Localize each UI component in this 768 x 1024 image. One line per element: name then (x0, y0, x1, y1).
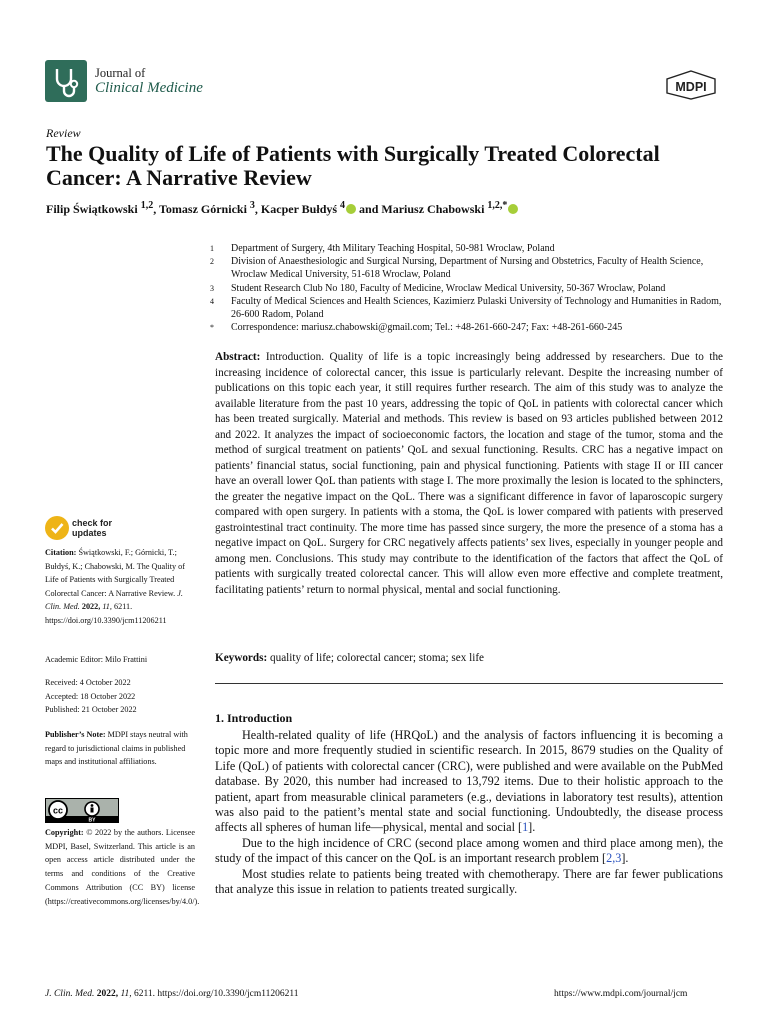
affiliation-item (210, 242, 730, 255)
correspondence-text[interactable]: Correspondence: mariusz.chabowski@gmail.com; Tel.: +48-261-660-247; Fax: +48-261-660-245 (231, 322, 623, 334)
orcid-icon[interactable] (346, 204, 356, 214)
cc-by-license-badge[interactable] (45, 798, 119, 823)
abstract-text: Introduction. Quality of life is a topic increasingly being addressed by researchers. Due to the increasing incidence of colorectal cancer, this issue is particularly relevant. Despite the increasing number of publications on this topic each year, it still requires further research. The aim of this study was to analyze the available literature from the past 10 years, addressing the topic of QoL in patients with colorectal cancer which has been treated surgically. Material and methods. This review is based on 93 articles published between 2012 and 2022. It analyzes the impact of socioeconomic factors, the location and stage of the tumor, stoma and the method of surgical treatment on patients’ QoL and sexual functioning. Results. CRC has a negative impact on patients’ financial status, social functioning, pain and physical functioning. Patients with stage II or III cancer have an overall lower QoL than patients with stage I. The more proximally the lesion is located to the sphincters, the greater the negative impact on the QoL. There was a significant difference in favor of laparoscopic surgery compared with open surgery. In patients with a stoma, the QoL is lower compared with patients with preserved gastrointestinal tract continuity. The more time has passed since surgery, the more the presence of a stoma has a negative impact on QoL. Surgery for CRC negatively affects patients’ sex lives, especially in younger people and among men. Conclusions. This study may contribute to the identification of the factors that affect the QoL of patients with surgically treated colorectal cancer. This will allow even more effective and complete treatment, facilitating patients’ return to normal physical, mental and social functioning. (215, 351, 724, 596)
keywords (215, 652, 723, 664)
author-list: Filip Świątkowski $^{1,2}$, Tomasz Górnicki $^3$, Kacper Bułdyś $^4$ and Mariusz Chabowski $^{1,2,*}$ (46, 200, 726, 217)
academic-editor: Academic Editor: Milo Frattini (45, 655, 148, 664)
journal-name-line1: Journal of (95, 66, 146, 80)
citation-doi[interactable]: 6211. https://doi.org/10.3390/jcm11206211 (45, 602, 167, 625)
paragraph: Due to the high incidence of CRC (second place among women and third place among men), the study of the impact of this cancer on the QoL is an important research problem [2,3]. (215, 835, 723, 866)
citation-label: Citation: (45, 548, 77, 557)
check-for-updates-icon[interactable] (45, 516, 69, 540)
author-name[interactable]: Filip Świątkowski (46, 202, 138, 216)
author-name[interactable]: Mariusz Chabowski (381, 202, 485, 216)
author-name[interactable]: Tomasz Górnicki (159, 202, 247, 216)
author-name[interactable]: Kacper Bułdyś (260, 202, 338, 216)
abstract (215, 350, 723, 598)
article-type: Review (46, 126, 81, 140)
affiliation-text: Student Research Club No 180, Faculty of Medicine, Wroclaw Medical University, 50-367 Wroclaw, Poland (231, 282, 666, 294)
copyright-notice: Copyright: © 2022 by the authors. Licensee MDPI, Basel, Switzerland. This article is an open access article distributed under the terms and conditions of the Creative Commons Attribution (CC BY) license (https://creativecommons.org/licenses/by/4.0/). (45, 828, 200, 906)
affiliation-text: Faculty of Medical Sciences and Health Sciences, Kazimierz Pulaski University of Technology and Humanities in Radom, 26-600 Radom, Poland (231, 295, 722, 321)
keywords-text: quality of life; colorectal cancer; stoma; sex life (270, 652, 485, 664)
footer-journal-url[interactable]: https://www.mdpi.com/journal/jcm (554, 989, 688, 999)
journal-name-line2: Clinical Medicine (95, 80, 203, 96)
keywords-label: Keywords: (215, 652, 268, 664)
author-affiliation-marker: 1,2 (140, 200, 154, 211)
affiliation-item (210, 282, 730, 295)
orcid-icon[interactable] (508, 204, 518, 214)
journal-logo (45, 60, 87, 102)
mdpi-logo (664, 70, 718, 100)
footer-citation: J. Clin. Med. 2022, 11, 6211. https://doi.org/10.3390/jcm11206211 (45, 989, 299, 999)
section-divider (215, 683, 723, 684)
abstract-label: Abstract: (215, 351, 261, 363)
check-for-updates-button[interactable]: check for updates (72, 518, 113, 538)
affiliation-number: 1 (210, 244, 214, 253)
citation-link[interactable]: 2,3 (606, 851, 622, 866)
affiliation-list (210, 242, 730, 334)
received-date: Received: 4 October 2022 (45, 678, 131, 687)
correspondence (210, 321, 730, 334)
footer-doi-link[interactable]: 6211. https://doi.org/10.3390/jcm11206211 (134, 989, 299, 999)
citation-block: Citation: Świątkowski, F.; Górnicki, T.; Bułdyś, K.; Chabowski, M. The Quality of Life of Patients with Surgically Treated Colorectal Cancer: A Narrative Review. J. Clin. Med. 2022, 11, 6211. https://doi.org/10.3390/jcm11206211 (45, 548, 185, 625)
paragraph: Most studies relate to patients being treated with chemotherapy. There are far fewer publications that analyze this issue in relation to patients treated surgically. (215, 866, 723, 897)
article-title: The Quality of Life of Patients with Surgically Treated Colorectal Cancer: A Narrative Review (46, 141, 660, 190)
section-heading: 1. Introduction (215, 711, 293, 725)
author-affiliation-marker: 3 (249, 200, 255, 211)
affiliation-text: Department of Surgery, 4th Military Teaching Hospital, 50-981 Wroclaw, Poland (231, 243, 555, 254)
author-affiliation-marker: 4 (340, 200, 346, 211)
publishers-note: Publisher’s Note: MDPI stays neutral with regard to jurisdictional claims in published maps and institutional affiliations. (45, 730, 188, 766)
affiliation-number: 2 (210, 257, 214, 267)
citation-link[interactable]: 1 (522, 820, 529, 835)
affiliation-number: 4 (210, 296, 214, 306)
svg-text:cc: cc (52, 805, 64, 816)
published-date: Published: 21 October 2022 (45, 705, 137, 714)
affiliation-number: * (210, 323, 214, 333)
affiliation-item (210, 295, 730, 321)
affiliation-number: 3 (210, 283, 214, 293)
paragraph: Health-related quality of life (HRQoL) and the analysis of factors influencing it is becoming a topic more and more frequently studied in scientific research. In 2015, 8679 studies on the Quality of Life (QoL) of patients with colorectal cancer (CRC), were published and were available on the PubMed database. By 2020, this number had increased to 13,792 items. Due to their holistic approach to the patient, apart from measurable clinical parameters (e.g., deviations in laboratory test results), attention was also paid to the patient’s mental state and social functioning. Undoubtedly, the disease process affects all spheres of human life—physical, mental and social [1]. (215, 728, 723, 835)
author-affiliation-marker: 1,2,* (487, 200, 508, 211)
svg-text:BY: BY (88, 817, 96, 822)
affiliation-text: Division of Anaesthesiologic and Surgical Nursing, Department of Nursing and Obstetrics, Faculty of Health Science, Wroclaw Medical University, 51-618 Wroclaw, Poland (231, 256, 704, 281)
stethoscope-icon (45, 60, 87, 102)
publication-dates (45, 676, 137, 717)
affiliation-item (210, 255, 730, 281)
intro-body (215, 728, 723, 897)
svg-text:MDPI: MDPI (675, 80, 707, 94)
accepted-date: Accepted: 18 October 2022 (45, 691, 136, 701)
